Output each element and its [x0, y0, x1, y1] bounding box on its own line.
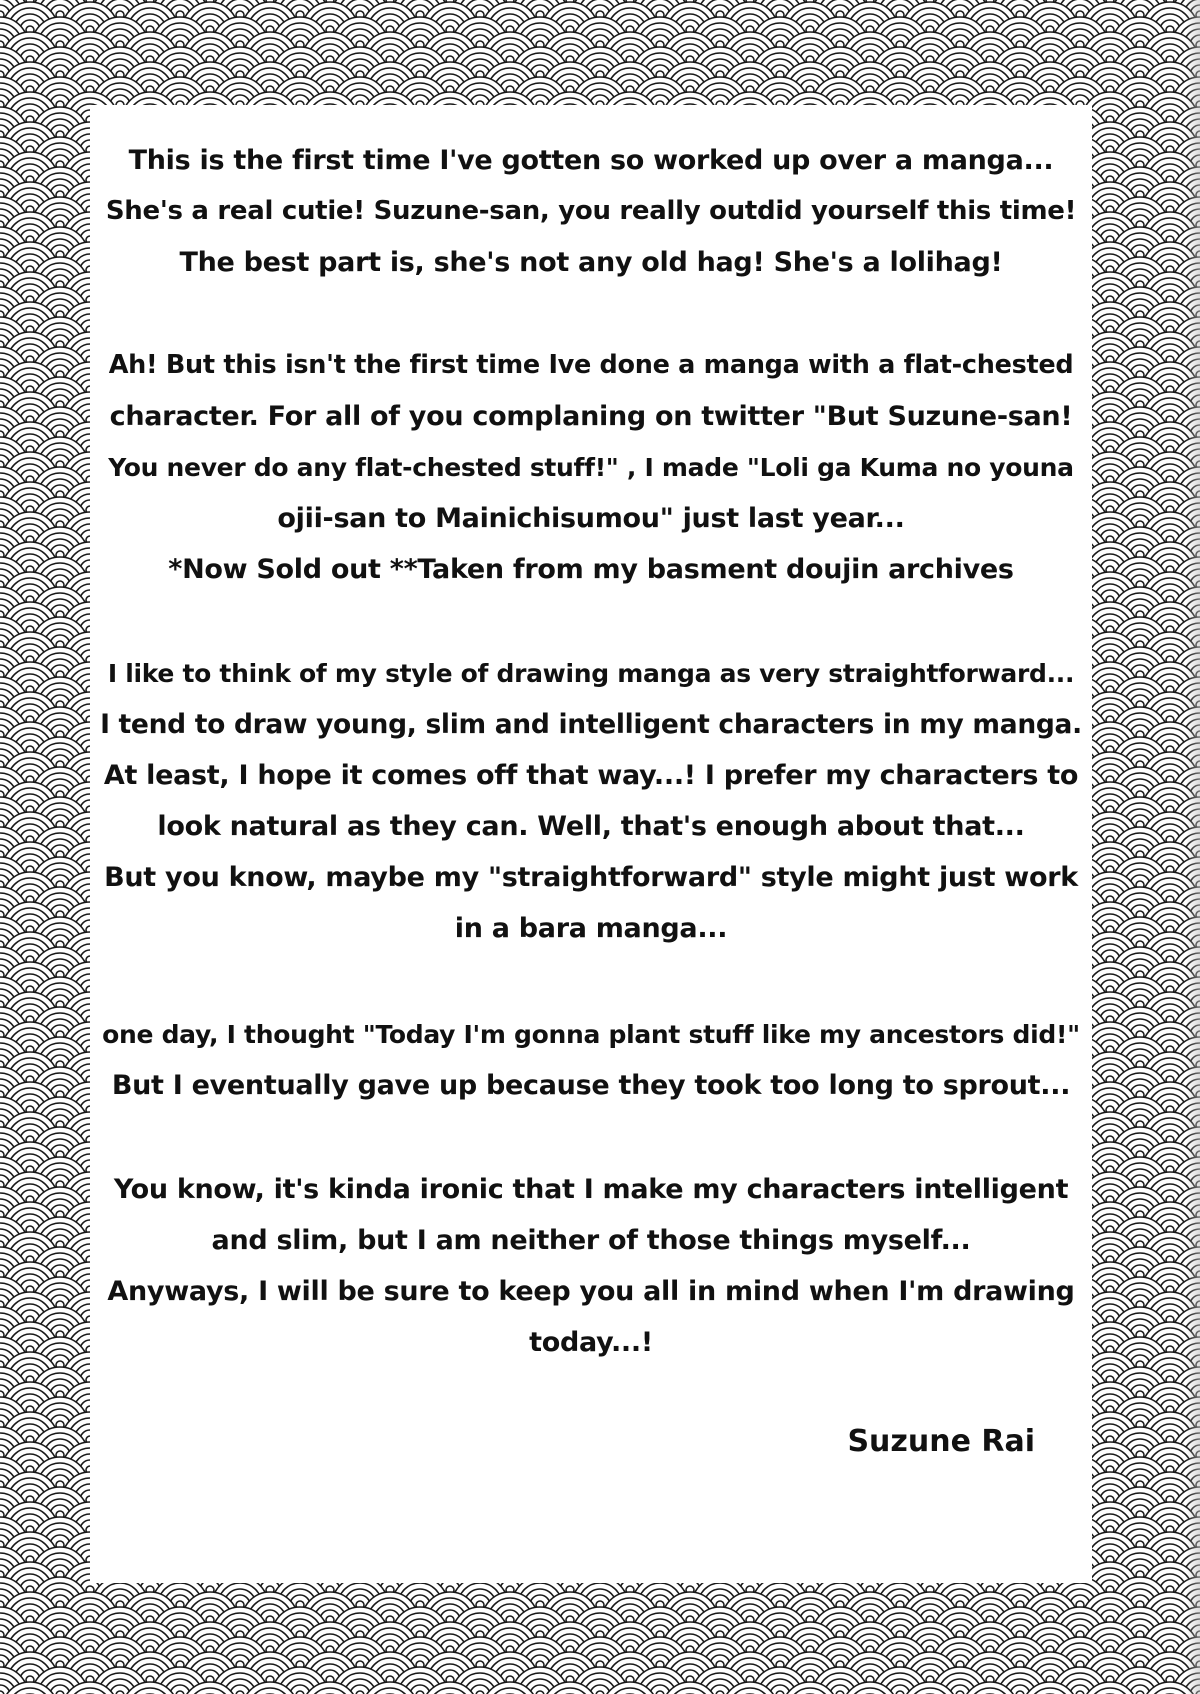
paragraph-5	[100, 1164, 1082, 1368]
text-line: Anyways, I will be sure to keep you all in mind when I'm drawing	[107, 1276, 1075, 1307]
text-line: Ah! But this isn't the first time Ive done a manga with a flat-chested	[108, 350, 1074, 380]
text-line: ojii-san to Mainichisumou" just last year...	[277, 503, 905, 534]
text-line: At least, I hope it comes off that way...! I prefer my characters to	[103, 760, 1079, 791]
text-line: This is the first time I've gotten so worked up over a manga...	[128, 145, 1054, 176]
text-line: You never do any flat-chested stuff!" , I made "Loli ga Kuma no youna	[108, 453, 1074, 482]
text-line: She's a real cutie! Suzune-san, you really outdid yourself this time!	[105, 196, 1077, 226]
paragraph-2	[100, 340, 1082, 595]
text-line: look natural as they can. Well, that's enough about that...	[157, 811, 1025, 842]
text-line: character. For all of you complaning on twitter "But Suzune-san!	[109, 401, 1073, 432]
text-line: I like to think of my style of drawing manga as very straightforward...	[107, 659, 1075, 688]
text-line: in a bara manga...	[454, 913, 728, 944]
text-line: But I eventually gave up because they took too long to sprout...	[111, 1070, 1071, 1101]
text-line: But you know, maybe my "straightforward" style might just work	[104, 862, 1078, 893]
text-line: one day, I thought "Today I'm gonna plant stuff like my ancestors did!"	[102, 1020, 1080, 1049]
text-line: and slim, but I am neither of those things myself...	[211, 1225, 971, 1256]
footnote-line: *Now Sold out **Taken from my basment doujin archives	[168, 554, 1014, 585]
text-line: The best part is, she's not any old hag! She's a lolihag!	[179, 247, 1003, 278]
paragraph-4	[100, 1009, 1082, 1111]
text-line: You know, it's kinda ironic that I make my characters intelligent	[113, 1174, 1069, 1205]
author-signature: Suzune Rai	[847, 1424, 1035, 1459]
page-edge-shadow	[1186, 0, 1200, 1694]
paragraph-1	[100, 135, 1082, 288]
paragraph-3	[100, 648, 1082, 954]
text-line: today...!	[529, 1327, 653, 1358]
text-line: I tend to draw young, slim and intelligent characters in my manga.	[100, 709, 1082, 740]
